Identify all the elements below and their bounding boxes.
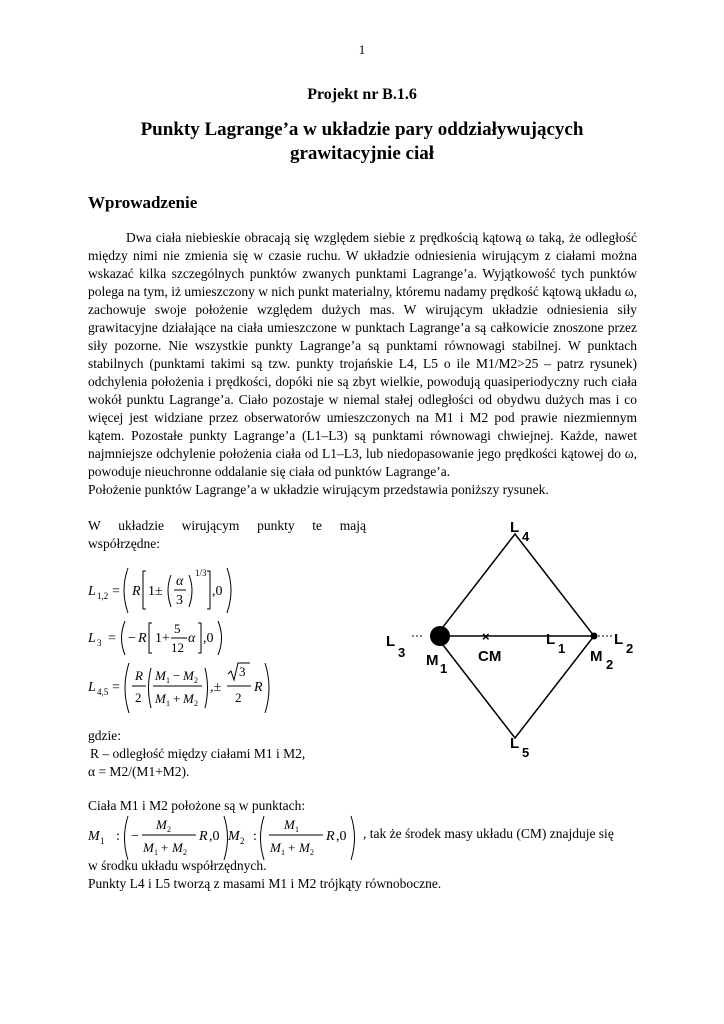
l4-label: L: [510, 519, 520, 536]
masses-tail: , tak że środek masy układu (CM) znajduje się: [363, 826, 614, 841]
svg-text:,±: ,±: [210, 680, 222, 695]
svg-text:M: M: [270, 840, 281, 855]
svg-text:=: =: [108, 631, 116, 646]
svg-text:2: 2: [240, 836, 245, 846]
l5-sub: 5: [522, 745, 530, 760]
page-title: [110, 118, 614, 166]
r-definition: R – odległość między ciałami M1 i M2,: [90, 746, 306, 761]
svg-text:R: R: [132, 584, 141, 599]
svg-text:1: 1: [166, 676, 170, 685]
svg-text:−: −: [173, 668, 181, 683]
svg-text:M: M: [88, 829, 100, 844]
svg-text:,0: ,0: [209, 829, 220, 844]
l3-sub: 3: [398, 645, 406, 660]
svg-text:3: 3: [176, 593, 183, 608]
svg-text::: :: [116, 829, 120, 844]
intro-paragraph: Dwa ciała niebieskie obracają się względem siebie z prędkością kątową ω taką, że odległość między nimi nie zmienia się w czasie ruchu. W układzie odniesienia wirującym z ciałami można wskazać kilka szczególnych punktów zwanych punktami Lagrange’a. Wyjątkowość tych punktów polega na tym, iż umieszczony w nich punkt materialny, któremu nadamy prędkość kątową układu ω, zachowuje swoje położenie względem dużych mas. W wirującym układzie odniesienia siły grawitacyjne działające na ciała umieszczone w punktach Lagrange’a są całkowicie znoszone przez siły pozorne. Nie wszystkie punkty Lagrange’a są punktami równowagi stabilnej. W punktach stabilnych (punktami takimi są tzw. punkty trojańskie L4, L5 o ile M1/M2>25 – patrz rysunek) odchylenia położenia i prędkości, dopóki nie są zbyt wielkie, powodują quasiperiodyczny ruch ciała wokół punktu Lagrange’a. Ciało pozostaje w niemal stałej odległości od obydwu dużych mas i co więcej jest widziane przez obserwatorów umieszczonych na M1 i M2 pod prawie niezmiennym kątem. Pozostałe punkty Lagrange’a (L1–L3) są punktami równowagi chwiejnej. Każde, nawet najmniejsze odchylenie położenia ciała od L1–L3, lub niedopasowanie jego prędkości kątowej do ω, powoduje nieuchronne oddalanie się ciała od punktów Lagrange’a.: [88, 230, 637, 479]
svg-text:1: 1: [166, 699, 170, 708]
svg-text:−: −: [128, 631, 136, 646]
m1-sub: 1: [440, 661, 448, 676]
svg-text:12: 12: [171, 640, 184, 655]
l3-label: L: [386, 633, 396, 650]
l1-label: L: [546, 631, 556, 648]
svg-text:1: 1: [295, 825, 299, 834]
lagrange-diagram: [374, 516, 674, 771]
svg-text:,0: ,0: [336, 829, 347, 844]
alpha-definition: α = M2/(M1+M2).: [88, 764, 190, 779]
svg-text:M: M: [172, 840, 183, 855]
closing-text: [88, 857, 441, 893]
l2-label: L: [614, 631, 624, 648]
page-number: 1: [358, 42, 366, 57]
svg-text:,0: ,0: [212, 584, 223, 599]
svg-text:R: R: [135, 668, 143, 683]
svg-text:−: −: [131, 829, 139, 844]
svg-text:3: 3: [239, 664, 246, 679]
svg-text:4,5: 4,5: [97, 687, 109, 697]
l1-sub: 1: [558, 641, 566, 656]
svg-text:2: 2: [235, 690, 242, 705]
svg-text:L: L: [88, 631, 96, 646]
svg-text:L: L: [88, 680, 96, 695]
l2-sub: 2: [626, 641, 634, 656]
cm-label: CM: [478, 648, 502, 665]
svg-text:=: =: [112, 680, 120, 695]
svg-text:1±: 1±: [148, 584, 163, 599]
title-line-2: grawitacyjnie ciał: [289, 143, 435, 164]
svg-text:1: 1: [281, 848, 285, 857]
cm-mark: ×: [482, 629, 490, 644]
m2-sub: 2: [606, 657, 614, 672]
formula-l12: [88, 563, 248, 622]
coords-intro: W układzie wirującym punkty te mają współrzędne:: [88, 518, 366, 551]
svg-text:M: M: [299, 840, 310, 855]
svg-text:1: 1: [100, 836, 105, 846]
formula-l3: [88, 618, 248, 663]
svg-text:R: R: [254, 680, 263, 695]
svg-text:α: α: [176, 574, 184, 589]
svg-text:2: 2: [135, 690, 142, 705]
svg-text:M: M: [183, 691, 194, 706]
section-heading: Wprowadzenie: [88, 193, 198, 212]
svg-text:M: M: [284, 817, 295, 832]
svg-text:1: 1: [154, 848, 158, 857]
svg-text:2: 2: [310, 848, 314, 857]
svg-text:R: R: [326, 829, 335, 844]
svg-text:3: 3: [97, 638, 102, 648]
m1-label: M: [426, 652, 439, 669]
svg-text:M: M: [155, 691, 166, 706]
m2-label: M: [590, 648, 603, 665]
intro-text: [88, 229, 637, 481]
svg-text:α: α: [188, 631, 196, 646]
svg-text:+: +: [173, 691, 181, 706]
l4-sub: 4: [522, 529, 530, 544]
svg-text:1+: 1+: [155, 631, 170, 646]
svg-text:M: M: [183, 668, 194, 683]
masses-intro: Ciała M1 i M2 położone są w punktach:: [88, 798, 306, 813]
svg-text:=: =: [112, 584, 120, 599]
svg-text:L: L: [88, 584, 96, 599]
svg-text:2: 2: [167, 825, 171, 834]
svg-text:1,2: 1,2: [97, 591, 109, 601]
svg-text::: :: [253, 829, 257, 844]
svg-text:M: M: [155, 668, 166, 683]
svg-text:,0: ,0: [203, 631, 214, 646]
trojan-line: Punkty L4 i L5 tworzą z masami M1 i M2 trójkąty równoboczne.: [88, 876, 442, 891]
l5-label: L: [510, 735, 520, 752]
mass-m2: [591, 633, 598, 640]
svg-text:+: +: [161, 840, 169, 855]
project-number: Projekt nr B.1.6: [307, 86, 417, 103]
svg-text:M: M: [228, 829, 240, 844]
definitions: [88, 727, 305, 781]
masses-tail-2: w środku układu współrzędnych.: [88, 858, 267, 873]
svg-text:1/3: 1/3: [195, 568, 207, 578]
svg-text:2: 2: [183, 848, 187, 857]
formula-l45: [88, 660, 278, 721]
svg-text:R: R: [138, 631, 147, 646]
mass-m1: [430, 626, 450, 646]
svg-text:+: +: [288, 840, 296, 855]
svg-text:2: 2: [194, 676, 198, 685]
svg-text:5: 5: [174, 621, 181, 636]
intro-figure-sentence: Położenie punktów Lagrange’a w układzie wirującym przedstawia poniższy rysunek.: [88, 482, 549, 497]
gdzie-label: gdzie:: [88, 728, 121, 743]
svg-text:M: M: [156, 817, 167, 832]
svg-text:M: M: [143, 840, 154, 855]
svg-text:R: R: [199, 829, 208, 844]
title-line-1: Punkty Lagrange’a w układzie pary oddziaływujących: [140, 119, 584, 140]
svg-text:2: 2: [194, 699, 198, 708]
